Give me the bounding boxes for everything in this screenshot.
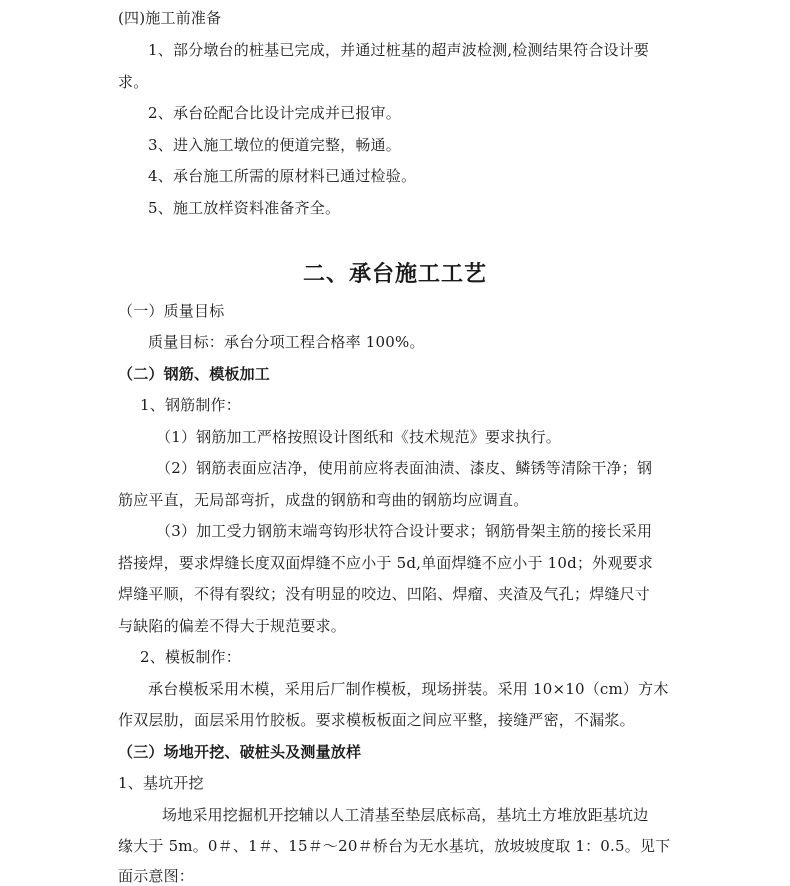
prep-item-1-cont: 求。	[118, 73, 149, 91]
excavation-heading: （三）场地开挖、破桩头及测量放样	[118, 743, 362, 761]
excavation-para-line-3: 面示意图：	[118, 867, 195, 885]
chapter-title: 二、承台施工工艺	[302, 261, 487, 287]
quality-heading: （一）质量目标	[118, 302, 225, 320]
prep-item-4: 4、承台施工所需的原材料已通过检验。	[148, 167, 417, 185]
prep-item-5: 5、施工放样资料准备齐全。	[148, 199, 341, 217]
prep-item-3: 3、进入施工墩位的便道完整，畅通。	[148, 136, 401, 154]
formwork-para-line-1: 承台模板采用木模，采用后厂制作模板，现场拼装。采用 10×10（cm）方木	[148, 680, 669, 698]
excavation-para-line-1: 场地采用挖掘机开挖辅以人工清基至垫层底标高，基坑土方堆放距基坑边	[162, 806, 649, 824]
rebar-para-3-line-3: 焊缝平顺，不得有裂纹；没有明显的咬边、凹陷、焊瘤、夹渣及气孔；焊缝尺寸	[118, 585, 651, 603]
rebar-para-2-line-2: 筋应平直，无局部弯折，成盘的钢筋和弯曲的钢筋均应调直。	[118, 491, 529, 509]
formwork-sub-2: 2、模板制作：	[140, 648, 241, 666]
excavation-para-line-2: 缘大于 5m。0＃、1＃、15＃～20＃桥台为无水基坑，放坡坡度取 1：0.5。见下	[118, 837, 671, 855]
formwork-para-line-2: 作双层肋，面层采用竹胶板。要求模板板面之间应平整，接缝严密，不漏浆。	[118, 711, 635, 729]
excavation-sub-1: 1、基坑开挖	[118, 774, 204, 792]
prep-item-2: 2、承台砼配合比设计完成并已报审。	[148, 104, 401, 122]
quality-text: 质量目标：承台分项工程合格率 100%。	[148, 333, 425, 351]
rebar-para-3-line-2: 搭接焊，要求焊缝长度双面焊缝不应小于 5d,单面焊缝不应小于 10d；外观要求	[118, 554, 653, 572]
rebar-sub-1: 1、钢筋制作：	[140, 396, 241, 414]
rebar-para-1: （1）钢筋加工严格按照设计图纸和《技术规范》要求执行。	[156, 428, 561, 446]
section-heading-prep: (四)施工前准备	[118, 9, 222, 27]
rebar-para-3-line-1: （3）加工受力钢筋末端弯钩形状符合设计要求；钢筋骨架主筋的接长采用	[156, 522, 653, 540]
prep-item-1: 1、部分墩台的桩基已完成，并通过桩基的超声波检测,检测结果符合设计要	[148, 41, 650, 59]
rebar-para-2-line-1: （2）钢筋表面应洁净，使用前应将表面油渍、漆皮、鳞锈等清除干净；钢	[156, 459, 653, 477]
rebar-heading: （二）钢筋、模板加工	[118, 365, 271, 383]
rebar-para-3-line-4: 与缺陷的偏差不得大于规范要求。	[118, 617, 347, 635]
